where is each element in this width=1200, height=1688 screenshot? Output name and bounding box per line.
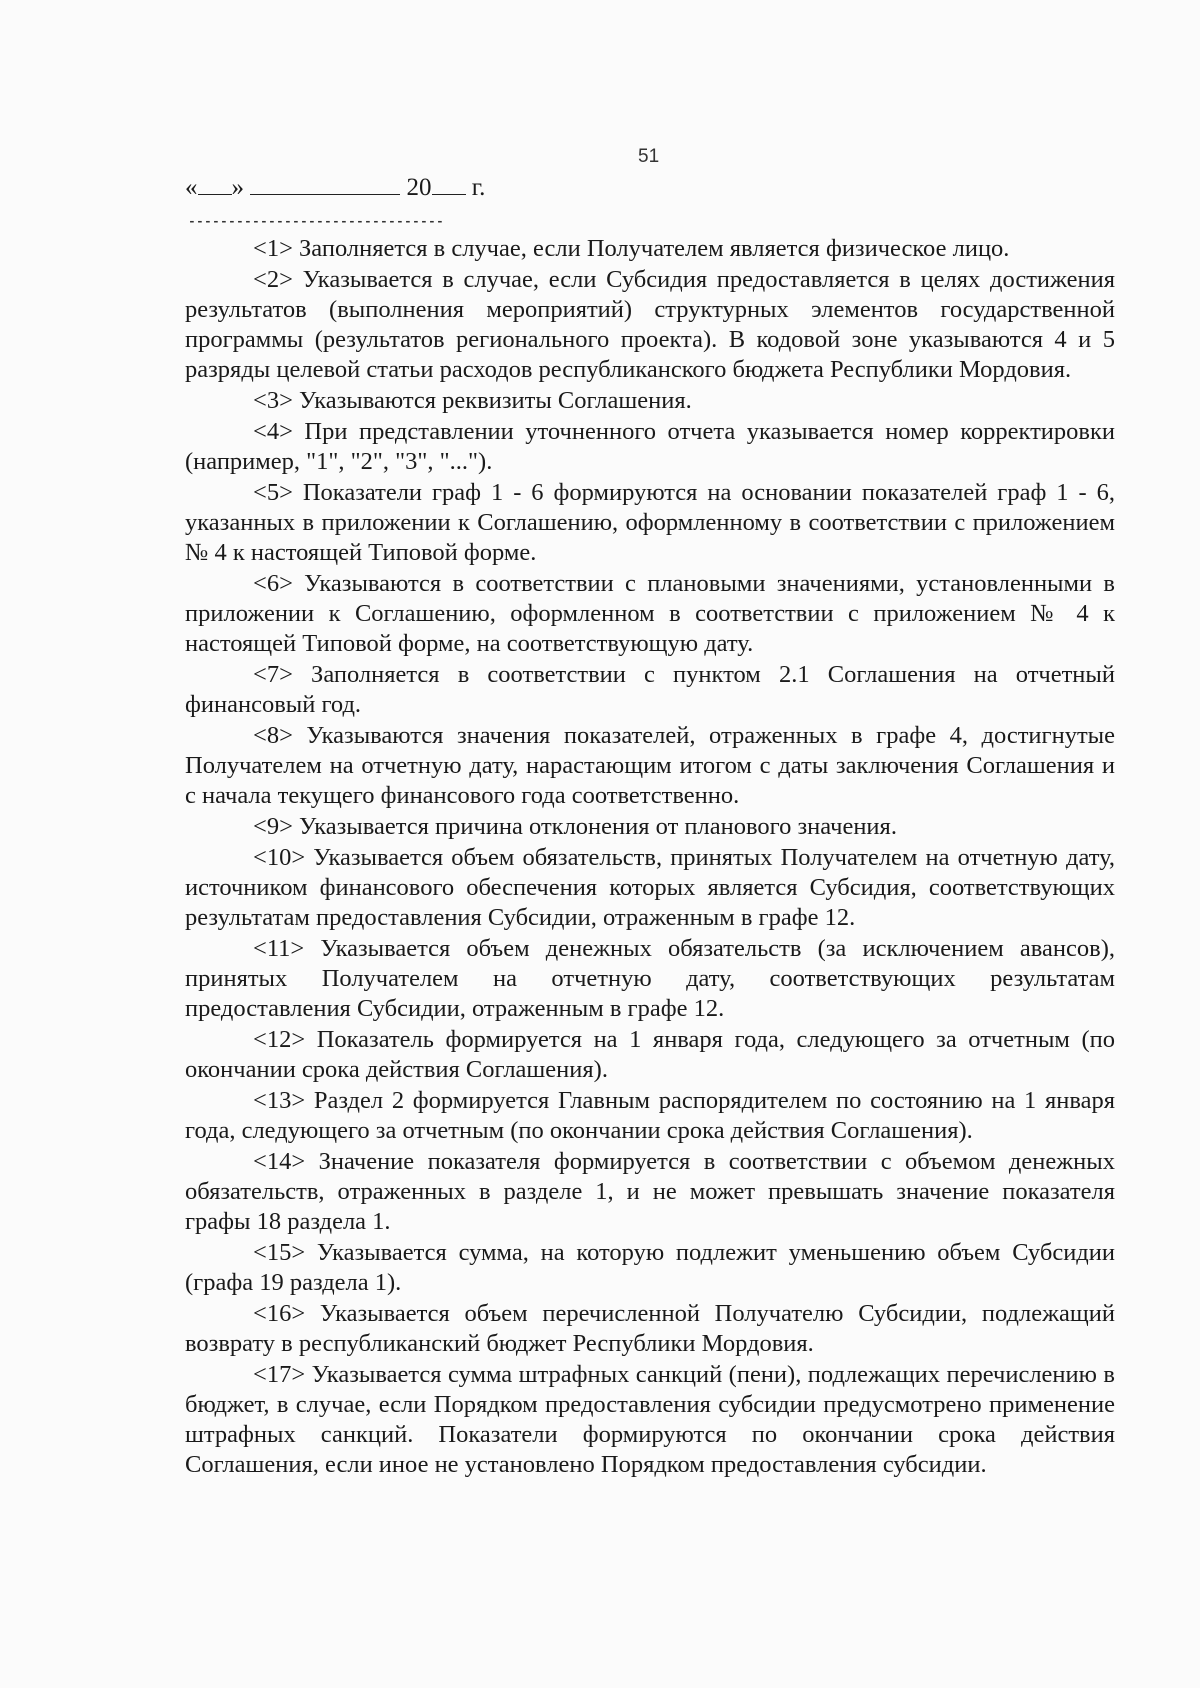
footnote-14: <14> Значение показателя формируется в соответствии с объемом денежных обязательств, отраженных в разделе 1, и не может превышать значение показателя графы 18 раздела 1.: [185, 1148, 1115, 1235]
day-blank: [198, 172, 232, 195]
footnote-16: <16> Указывается объем перечисленной Получателю Субсидии, подлежащий возврату в республиканский бюджет Республики Мордовия.: [185, 1300, 1115, 1357]
footnote-4: <4> При представлении уточненного отчета указывается номер корректировки (например, "1", "2", "3", "...").: [185, 418, 1115, 475]
footnote-2: <2> Указывается в случае, если Субсидия предоставляется в целях достижения результатов (выполнения мероприятий) структурных элементов государственной программы (результатов регионального проекта). В кодовой зоне указываются 4 и 5 разряды целевой статьи расходов республиканского бюджета Республики Мордовия.: [185, 266, 1115, 383]
year-prefix: 20: [406, 174, 432, 201]
footnote-7: <7> Заполняется в соответствии с пунктом 2.1 Соглашения на отчетный финансовый год.: [185, 661, 1115, 718]
footnote-8: <8> Указываются значения показателей, отраженных в графе 4, достигнутые Получателем на отчетную дату, нарастающим итогом с даты заключения Соглашения и с начала текущего финансового года соответственно.: [185, 722, 1115, 809]
footnote-3: <3> Указываются реквизиты Соглашения.: [253, 387, 692, 414]
page-number: 51: [638, 146, 660, 167]
footnote-11: <11> Указывается объем денежных обязательств (за исключением авансов), принятых Получателем на отчетную дату, соответствующих результатам предоставления Субсидии, отраженным в графе 12.: [185, 935, 1115, 1022]
footnote-5: <5> Показатели граф 1 - 6 формируются на основании показателей граф 1 - 6, указанных в приложении к Соглашению, оформленному в соответствии с приложением № 4 к настоящей Типовой форме.: [185, 479, 1115, 566]
month-blank: [250, 172, 400, 195]
footnote-9: <9> Указывается причина отклонения от планового значения.: [253, 813, 897, 840]
year-suffix: г.: [471, 174, 486, 201]
date-open-quote: «: [185, 174, 198, 201]
footnote-15: <15> Указывается сумма, на которую подлежит уменьшению объем Субсидии (графа 19 раздела 1).: [185, 1239, 1115, 1296]
footnote-separator: --------------------------------: [188, 214, 445, 229]
footnote-13: <13> Раздел 2 формируется Главным распорядителем по состоянию на 1 января года, следующего за отчетным (по окончании срока действия Соглашения).: [185, 1087, 1115, 1144]
footnote-17: <17> Указывается сумма штрафных санкций (пени), подлежащих перечислению в бюджет, в случае, если Порядком предоставления субсидии предусмотрено применение штрафных санкций. Показатели формируются по окончании срока действия Соглашения, если иное не установлено Порядком предоставления субсидии.: [185, 1361, 1115, 1478]
footnote-12: <12> Показатель формируется на 1 января года, следующего за отчетным (по окончании срока действия Соглашения).: [185, 1026, 1115, 1083]
footnote-6: <6> Указываются в соответствии с плановыми значениями, установленными в приложении к Соглашению, оформленном в соответствии с приложением № 4 к настоящей Типовой форме, на соответствующую дату.: [185, 570, 1115, 657]
date-close-quote: »: [231, 174, 244, 201]
footnote-1: <1> Заполняется в случае, если Получателем является физическое лицо.: [253, 235, 1010, 262]
footnote-10: <10> Указывается объем обязательств, принятых Получателем на отчетную дату, источником финансового обеспечения которых является Субсидия, соответствующих результатам предоставления Субсидии, отраженным в графе 12.: [185, 844, 1115, 931]
date-line: [185, 172, 485, 203]
footnotes-list: [185, 234, 1115, 1481]
year-blank: [432, 172, 466, 195]
